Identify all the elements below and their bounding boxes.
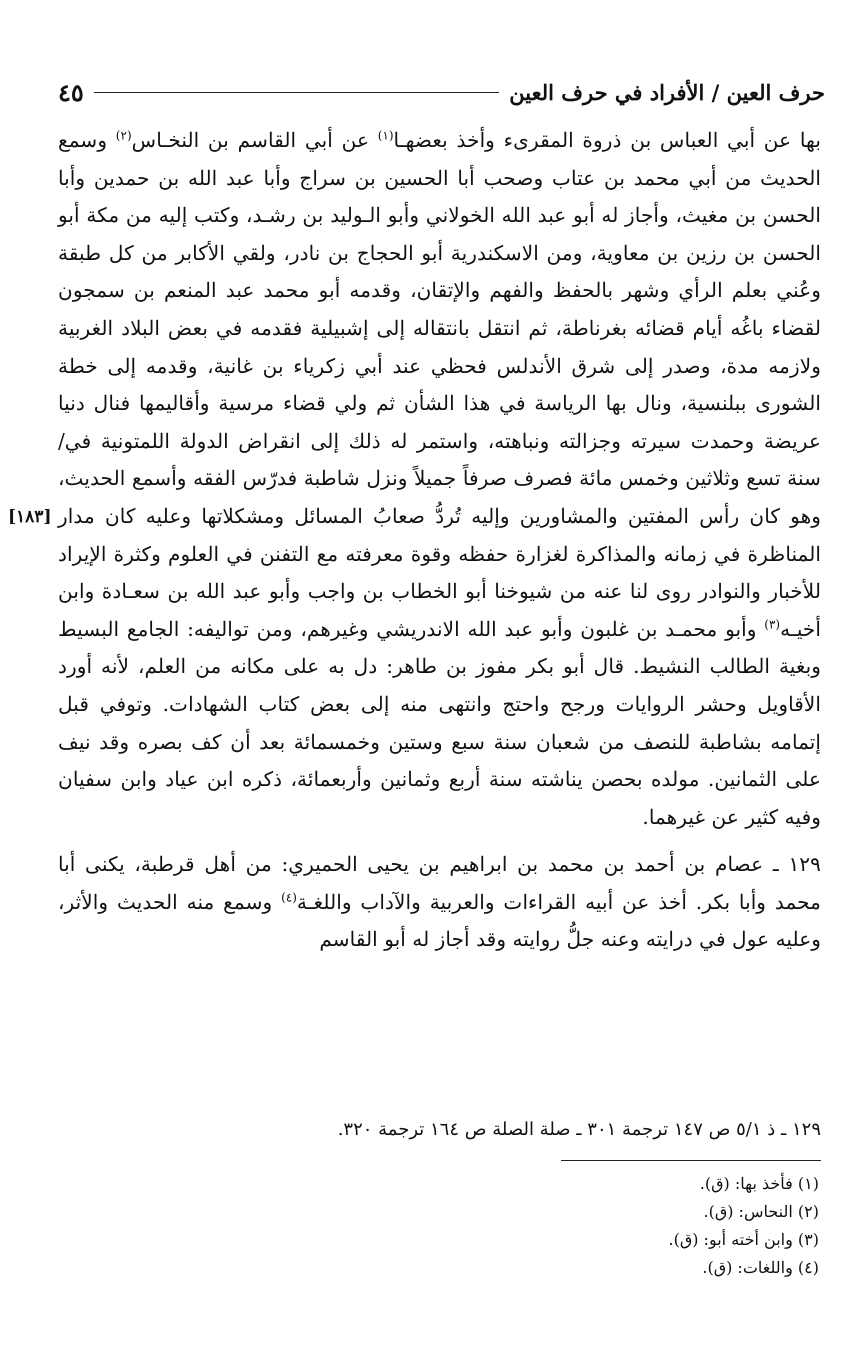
margin-page-reference: [١٨٣] xyxy=(8,507,52,527)
page-number: ٤٥ xyxy=(58,77,84,107)
footnote: (١) فأخذ بها: (ق). xyxy=(699,1174,819,1193)
footnote-marker-3: (٣) xyxy=(764,616,781,631)
footnote-marker-1: (١) xyxy=(377,128,394,143)
footnote-marker-2: (٢) xyxy=(115,128,132,143)
footnote-marker-4: (٤) xyxy=(281,890,297,905)
text-segment: وسمع الحديث من أبي محمد بن عتاب وصحب أبا الحسين بن سراج وأبا عبد الله بن حمدين وأبا الحسن بن مغيث، وأجاز له أبو عبد الله الخولاني وأبو الـوليد بن رشـد، وكتب إليه من مكة أبو الحسن بن رزين بن معاوية، ومن الاسكندرية أبو الحجاج بن نادر، ولقي الأكابر من كل طبقة وعُني بعلم الرأي وشهر بالحفظ والفهم والإتقان، وقدمه أبو محمد عبد المنعم بن سمجون لقضاء باغُه أيام قضائه بغرناطة، ثم انتقل بانتقاله إلى إشبيلية فقدمه في بعض البلاد الغربية ولازمه مدة، وصدر إلى شرق الأندلس فحظي عند أبي زكرياء بن غانية، وقدمه إلى خطة الشورى ببلنسية، ونال بها الرياسة في هذا الشأن ثم ولي قضاء مرسية وأقاليمها فنال دنيا عريضة وحمدت سيرته وجزالته ونباهته، واستمر له ذلك إلى انقراض الدولة اللمتونية في/ سنة تسع وثلاثين وخمس مائة فصرف صرفاً جميلاً ونزل شاطبة فدرّس الفقه وأسمع الحديث، وهو كان رأس المفتين والمشاورين وإليه تُردُّ صعابُ المسائل ومشكلاتها وعليه كان مدار المناظرة في زمانه والمذاكرة لغزارة حفظه وقوة معرفته مع التفنن في العلوم وكثرة الإيراد للأخبار والنوادر روى لنا عنه من شيوخنا أبو الخطاب بن واجب وأبو عبد الله بن سعـادة وابن أخيـه xyxy=(58,128,821,641)
text-segment: ١٢٩ ـ عصام بن أحمد بن محمد بن ابراهيم بن يحيى الحميري: من أهل قرطبة، يكنى أبا محمد وأبا بكر. أخذ عن أبيه القراءات والعربية والآداب واللغـة xyxy=(58,852,821,914)
footnote: (٢) النحاس: (ق). xyxy=(703,1202,819,1221)
main-text xyxy=(58,122,821,959)
text-segment: عن أبي القاسم بن النخـاس xyxy=(131,128,378,152)
text-segment: وسمع منه الحديث والأثر، وعليه عول في درايته وعنه جلُّ روايته وقد أجاز له أبو القاسم xyxy=(58,889,821,952)
entry-129 xyxy=(58,846,821,959)
page-header xyxy=(58,72,825,112)
text-segment: وأبو محمـد بن غلبون وأبو عبد الله الاندريشي وغيرهم، ومن تواليفه: الجامع البسيط وبغية الطالب النشيط. قال أبو بكر مفوز بن طاهر: دل به على مكانه من العلم، لأنه أورد الأقاويل وحشر الروايات ورجح واحتج وانتهى منه إلى بعض كتاب الشهادات. وتوفي قبل إتمامه بشاطبة للنصف من شعبان سنة سبع وستين وخمسمائة بعد أن كف بصره وقد نيف على الثمانين. مولده بحصن يناشته سنة أربع وثمانين وأربعمائة، ذكره ابن عياد وابن سفيان وفيه كثير عن غيرهما. xyxy=(58,616,821,829)
entry-continued xyxy=(58,122,821,836)
running-title: حرف العين / الأفراد في حرف العين xyxy=(509,79,825,105)
text-segment: بها عن أبي العباس بن ذروة المقرىء وأخذ بعضهـا xyxy=(393,128,821,152)
footnote: (٣) وابن أخته أبو: (ق). xyxy=(668,1230,819,1249)
footnotes-list xyxy=(668,1170,819,1282)
header-rule xyxy=(94,92,499,93)
footnote-rule xyxy=(561,1160,821,1161)
footnote: (٤) واللغات: (ق). xyxy=(702,1258,819,1277)
sources-line: ١٢٩ ـ ذ ٥/١ ص ١٤٧ ترجمة ٣٠١ ـ صلة الصلة ص ١٦٤ ترجمة ٣٢٠. xyxy=(337,1119,821,1140)
